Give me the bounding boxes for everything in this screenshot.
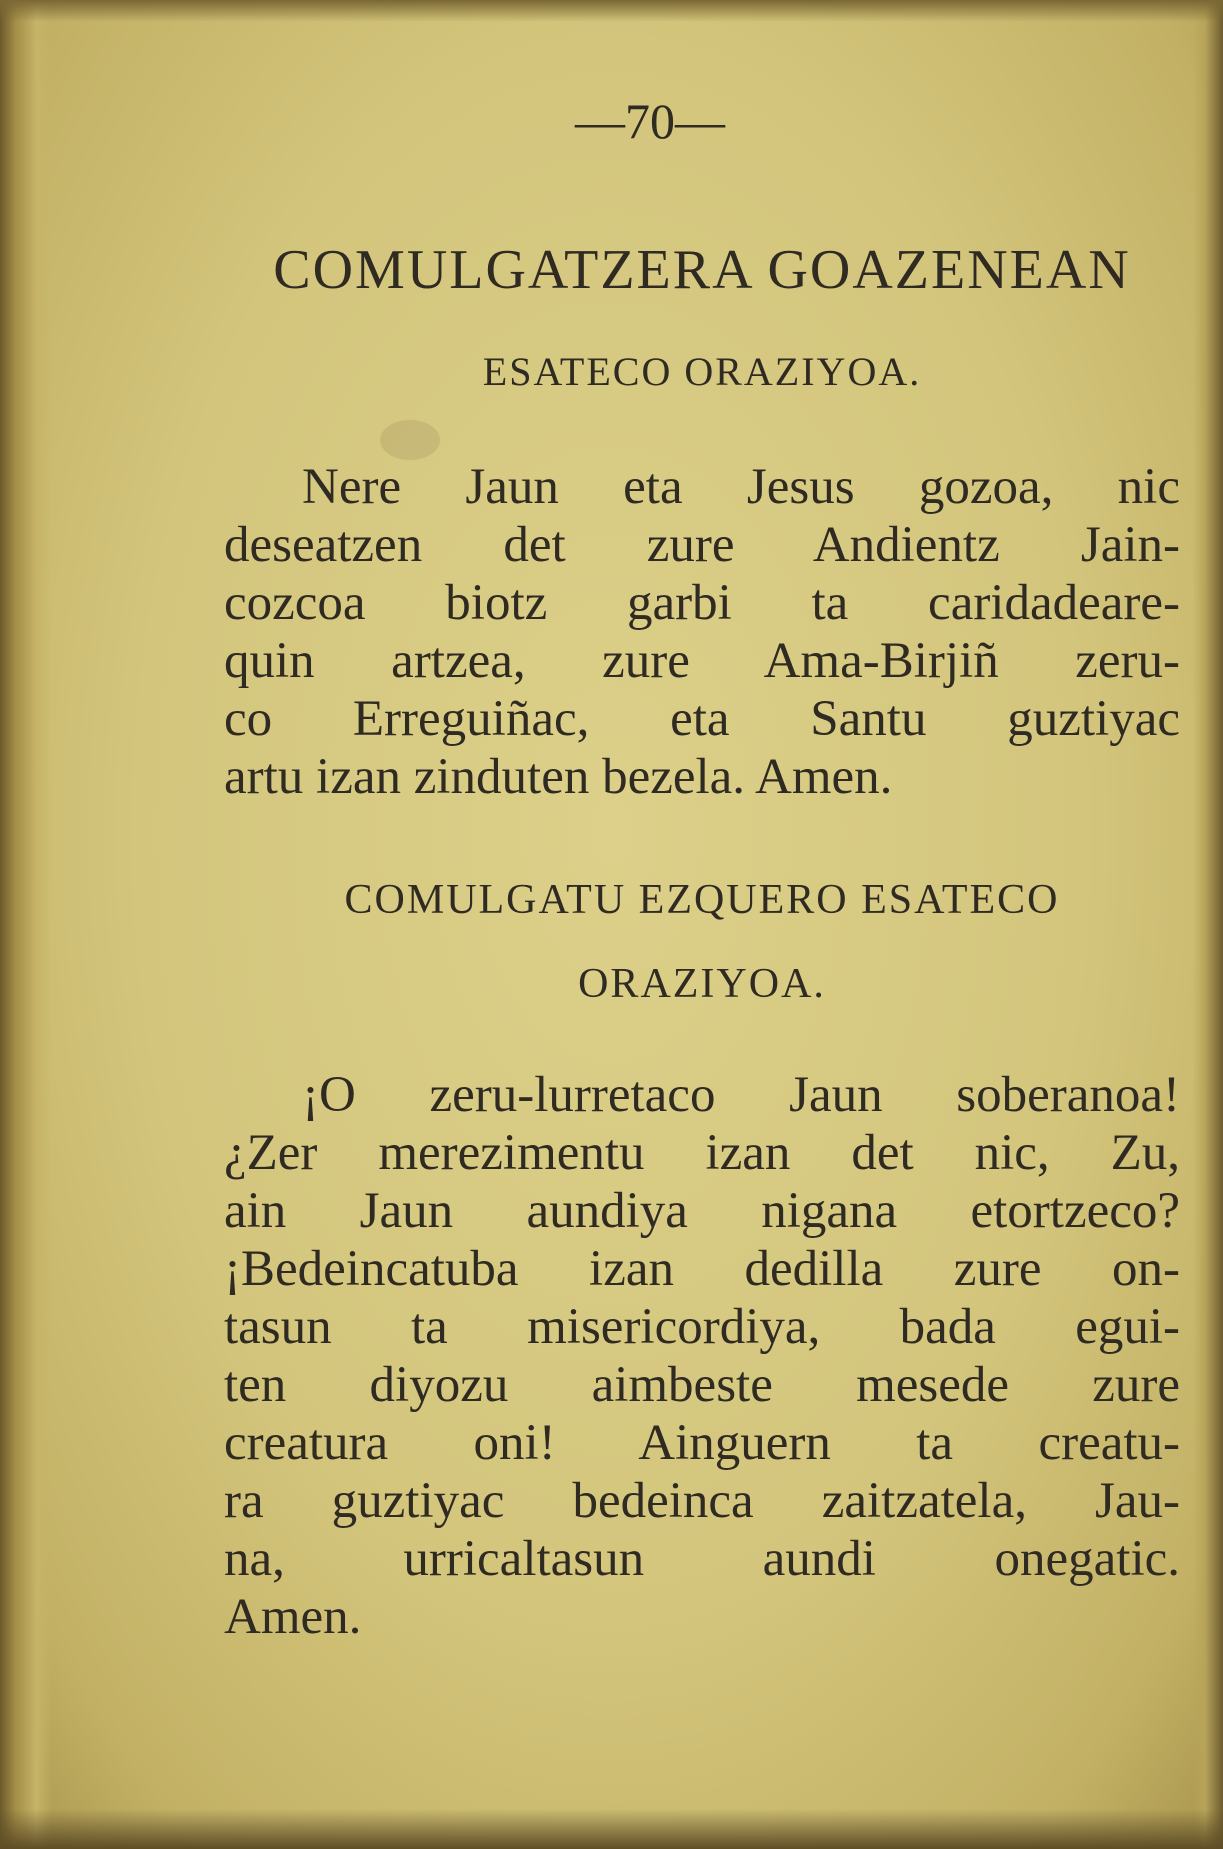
page-edge-top [0, 0, 1223, 22]
page-edge-right [1193, 0, 1223, 1849]
section-subheading: ORAZIYOA. [578, 961, 826, 1007]
paragraph-line: ¿Zer merezimentu izan det nic, Zu, [224, 1125, 1180, 1181]
paragraph-line: ten diyozu aimbeste mesede zure [224, 1357, 1180, 1413]
prayer-paragraph-2 [224, 1066, 1180, 1646]
paragraph-line: tasun ta misericordiya, bada egui- [224, 1299, 1180, 1355]
paragraph-line: ¡O zeru-lurretaco Jaun soberanoa! [302, 1067, 1180, 1123]
paragraph-line: ¡Bedeincatuba izan dedilla zure on- [224, 1241, 1180, 1297]
paragraph-line: co Erreguiñac, eta Santu guztiyac [224, 691, 1180, 747]
paragraph-line: ra guztiyac bedeinca zaitzatela, Jau- [224, 1473, 1180, 1529]
paragraph-line: Amen. [224, 1589, 362, 1645]
subtitle-heading: ESATECO ORAZIYOA. [482, 349, 922, 394]
section-heading: COMULGATU EZQUERO ESATECO [344, 877, 1060, 923]
paragraph-line: artu izan zinduten bezela. Amen. [224, 749, 893, 805]
paragraph-line: Nere Jaun eta Jesus gozoa, nic [302, 459, 1180, 515]
paragraph-line: cozcoa biotz garbi ta caridadeare- [224, 575, 1180, 631]
ink-smudge [380, 420, 440, 460]
page-edge-left [0, 0, 52, 1849]
paragraph-line: creatura oni! Ainguern ta creatu- [224, 1415, 1180, 1471]
paragraph-line: deseatzen det zure Andientz Jain- [224, 517, 1180, 573]
paragraph-line: na, urricaltasun aundi onegatic. [224, 1531, 1180, 1587]
page-number: —70— [575, 93, 725, 149]
paragraph-line: ain Jaun aundiya nigana etortzeco? [224, 1183, 1180, 1239]
page-edge-bottom [0, 1809, 1223, 1849]
title-heading: COMULGATZERA GOAZENEAN [273, 239, 1131, 301]
paragraph-line: quin artzea, zure Ama-Birjiñ zeru- [224, 633, 1180, 689]
prayer-paragraph-1 [224, 458, 1180, 806]
